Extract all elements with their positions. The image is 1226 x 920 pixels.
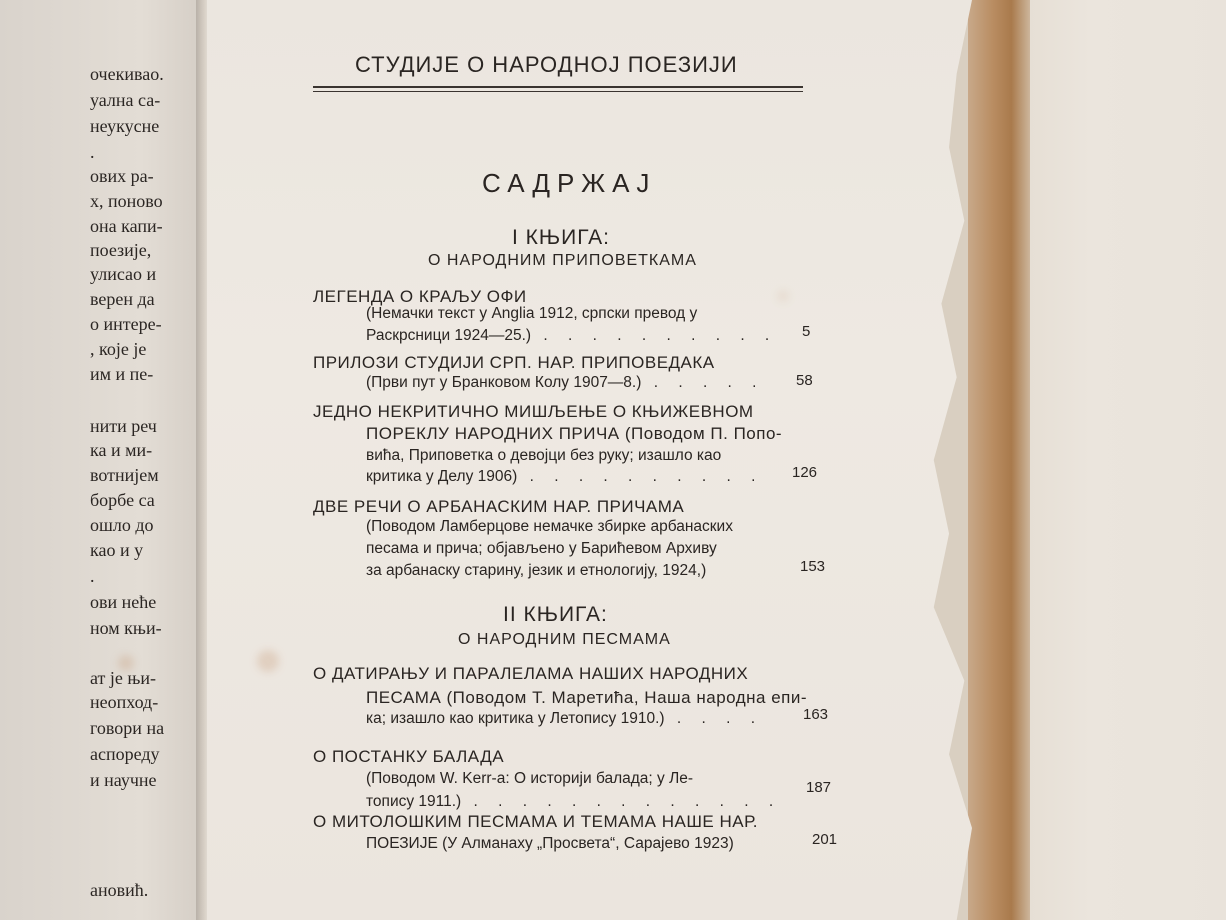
left-page-line: , које је xyxy=(90,339,147,359)
left-page-line: ка и ми- xyxy=(90,440,153,460)
left-page-line: х, поново xyxy=(90,191,163,211)
table-surface xyxy=(1000,0,1226,920)
left-page-line: нити реч xyxy=(90,416,157,436)
left-page-line: ном књи- xyxy=(90,618,162,638)
toc-entry-note-text: Раскрсници 1924—25.) xyxy=(366,327,532,344)
leader-dots: . . . . . . . . . . xyxy=(517,468,764,485)
cardboard-cover-edge xyxy=(968,0,1030,920)
toc-entry-note-text: критика у Делу 1906) xyxy=(366,468,518,485)
toc-entry-note: (Поводом Ламберцове немачке збирке арбанаских xyxy=(366,518,733,535)
toc-entry-title: ПРИЛОЗИ СТУДИЈИ СРП. НАР. ПРИПОВЕДАКА xyxy=(313,353,715,372)
left-page-line: она капи- xyxy=(90,216,163,236)
toc-entry-note xyxy=(366,468,763,486)
leader-dots: . . . . . xyxy=(641,374,765,391)
left-page-line: ошло до xyxy=(90,515,154,535)
toc-entry-note-text: (Први пут у Бранковом Колу 1907—8.) xyxy=(366,374,642,391)
left-page-line: ови неће xyxy=(90,592,157,612)
leader-dots: . . . . xyxy=(664,710,763,727)
toc-entry-note-text: ка; изашло као критика у Летопису 1910.) xyxy=(366,710,665,727)
left-page-line: аспореду xyxy=(90,744,160,764)
page-number: 58 xyxy=(796,372,813,389)
page-number: 201 xyxy=(812,831,838,848)
left-page-line: борбе са xyxy=(90,490,155,510)
left-page-line: вотнијем xyxy=(90,465,159,485)
header-rule-thin xyxy=(313,91,803,92)
toc-entry-title: ЈЕДНО НЕКРИТИЧНО МИШЉЕЊЕ О КЊИЖЕВНОМ xyxy=(313,402,754,421)
toc-entry-note: вића, Приповетка о девојци без руку; изашло као xyxy=(366,447,722,464)
page-stain xyxy=(777,290,789,302)
toc-entry-title: ЛЕГЕНДА О КРАЉУ ОФИ xyxy=(313,287,527,306)
book-title: I КЊИГА: xyxy=(512,226,611,249)
toc-entry-note xyxy=(366,710,763,728)
left-page-line: и научне xyxy=(90,770,157,790)
left-page-line: као и у xyxy=(90,540,144,560)
page-number: 5 xyxy=(802,323,811,340)
running-header: СТУДИЈЕ О НАРОДНОЈ ПОЕЗИЈИ xyxy=(355,52,738,77)
toc-entry-title-cont: ПОРЕКЛУ НАРОДНИХ ПРИЧА (Поводом П. Попо- xyxy=(366,424,783,443)
left-page-line: неукусне xyxy=(90,116,160,136)
toc-entry-title-cont: ПЕСАМА (Поводом Т. Маретића, Наша народна епи- xyxy=(366,688,808,707)
toc-entry-note xyxy=(366,327,777,345)
toc-entry-title: ДВЕ РЕЧИ О АРБАНАСКИМ НАР. ПРИЧАМА xyxy=(313,497,685,516)
book-subtitle: О НАРОДНИМ ПЕСМАМА xyxy=(458,631,671,648)
page-stain xyxy=(118,655,134,671)
toc-entry-title: О ДАТИРАЊУ И ПАРАЛЕЛАМА НАШИХ НАРОДНИХ xyxy=(313,664,749,683)
book-title: II КЊИГА: xyxy=(503,603,608,626)
page-number: 187 xyxy=(806,779,832,796)
page-number: 163 xyxy=(803,706,829,723)
leader-dots: . . . . . . . . . . . . . xyxy=(461,793,782,810)
left-page-line: поезије, xyxy=(90,240,152,260)
left-page-line: верен да xyxy=(90,289,155,309)
header-rule xyxy=(313,86,803,88)
toc-entry-note xyxy=(366,793,781,811)
left-page-line: уална са- xyxy=(90,90,161,110)
page-number: 153 xyxy=(800,558,826,575)
book-subtitle: О НАРОДНИМ ПРИПОВЕТКАМА xyxy=(428,252,697,269)
left-page-line: говори на xyxy=(90,718,165,738)
toc-entry-note: песама и прича; објављено у Барићевом Архиву xyxy=(366,540,717,557)
toc-entry-title: О ПОСТАНКУ БАЛАДА xyxy=(313,747,505,766)
left-page-line: . xyxy=(90,142,95,162)
left-page-line: о интере- xyxy=(90,314,162,334)
toc-entry-note xyxy=(366,374,764,392)
toc-entry-note-text: топису 1911.) xyxy=(366,793,462,810)
left-page-line: улисао и xyxy=(90,264,157,284)
page-stain xyxy=(257,650,279,672)
left-page xyxy=(0,0,202,920)
left-page-line: неопход- xyxy=(90,692,159,712)
page-title: САДРЖАЈ xyxy=(482,168,657,198)
left-page-line: . xyxy=(90,566,95,586)
left-page-line: ових ра- xyxy=(90,166,154,186)
toc-entry-note: за арбанаску старину, језик и етнологију, 1924,) xyxy=(366,562,707,579)
left-page-line: очекивао. xyxy=(90,64,164,84)
leader-dots: . . . . . . . . . . xyxy=(531,327,778,344)
toc-entry-title: О МИТОЛОШКИМ ПЕСМАМА И ТЕМАМА НАШЕ НАР. xyxy=(313,812,758,831)
toc-entry-note: ПОЕЗИЈЕ (У Алманаху „Просвета“, Сарајево 1923) xyxy=(366,835,734,852)
left-page-line: ат је њи- xyxy=(90,668,157,688)
left-page-line: им и пе- xyxy=(90,364,154,384)
left-page-line: ановић. xyxy=(90,880,149,900)
toc-entry-note: (Поводом W. Kerr-a: О историји балада; у Ле- xyxy=(366,770,694,787)
toc-entry-note: (Немачки текст у Anglia 1912, српски превод у xyxy=(366,305,698,322)
page-number: 126 xyxy=(792,464,818,481)
